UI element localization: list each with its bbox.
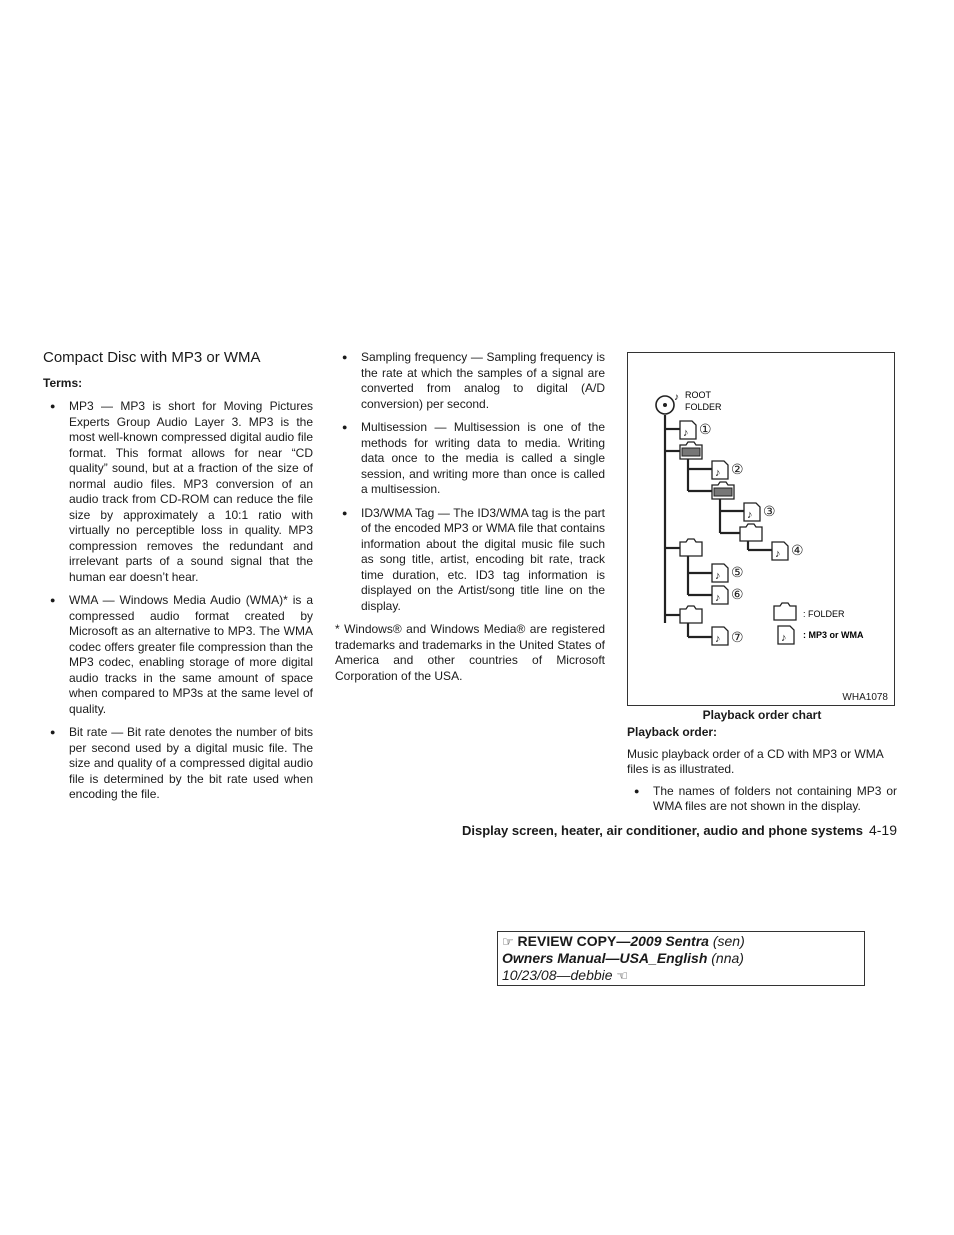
svg-text:♪: ♪	[715, 467, 721, 479]
track-number: ③	[763, 503, 776, 519]
list-item: ● Sampling frequency — Sampling frequency is the rate at which the samples of a signal are converted from analog to digital (A/D conversion) per second.	[335, 350, 605, 412]
svg-text:♪: ♪	[747, 509, 753, 521]
root-label-line2: FOLDER	[685, 402, 722, 412]
list-item: ● Bit rate — Bit rate denotes the number of bits per second used by a digital music file. The size and quality of a compressed digital audio file is determined by the bit rate used when encoding the file.	[43, 725, 313, 803]
track-number: ②	[731, 461, 744, 477]
figure-caption: Playback order chart	[702, 708, 822, 722]
track-number: ⑦	[731, 629, 744, 645]
playback-order-list	[627, 784, 897, 815]
playback-order-section	[627, 725, 897, 823]
root-label-line1: ROOT	[685, 390, 711, 400]
page-number: 4-19	[868, 822, 897, 838]
pointing-hand-left-icon: ☜	[616, 968, 629, 983]
folder-tree-diagram	[628, 353, 894, 705]
svg-text:♪: ♪	[683, 427, 689, 439]
list-item: ● Multisession — Multisession is one of the methods for writing data to media. Writing data once to the media is called a single session, and writing more than once is called a multisession.	[335, 420, 605, 498]
legend-folder-icon	[774, 603, 796, 620]
track-number: ⑤	[731, 564, 744, 580]
folder-icon	[680, 606, 702, 623]
svg-text:♪: ♪	[781, 632, 787, 644]
terms-col2	[335, 350, 605, 684]
footer-section-title: Display screen, heater, air conditioner, audio and phone systems	[462, 823, 863, 838]
terms-list-col1	[43, 399, 313, 811]
playback-order-text: Music playback order of a CD with MP3 or WMA files is as illustrated.	[627, 746, 884, 776]
track-number: ①	[699, 421, 712, 437]
section-title: Compact Disc with MP3 or WMA	[43, 349, 261, 366]
track-number: ④	[791, 542, 804, 558]
svg-text:♪: ♪	[775, 548, 781, 560]
svg-text:♪: ♪	[715, 592, 721, 604]
terms-list-col2	[335, 350, 605, 614]
legend-folder-label: : FOLDER	[803, 609, 845, 619]
review-line-3	[502, 967, 860, 984]
list-item: ● ID3/WMA Tag — The ID3/WMA tag is the part of the encoded MP3 or WMA file that contains information about the digital music file such as song title, artist, encoding bit rate, track time duration, etc. ID3 tag information is displayed on the Artist/song title line on the display.	[335, 506, 605, 615]
trademark-note: * Windows® and Windows Media® are registered trademarks and trademarks in the United States of America and other countries of Microsoft Corporation of the USA.	[335, 622, 605, 683]
list-item: ● The names of folders not containing MP3 or WMA files are not shown in the display.	[627, 784, 897, 815]
legend-file-label: : MP3 or WMA	[803, 630, 864, 640]
svg-text:♪: ♪	[715, 633, 721, 645]
playback-order-heading: Playback order:	[627, 725, 718, 739]
page-footer	[0, 822, 897, 838]
cd-icon	[656, 392, 679, 414]
figure-code: WHA1078	[842, 692, 888, 703]
track-number: ⑥	[731, 586, 744, 602]
svg-text:♪: ♪	[674, 392, 679, 403]
review-model-code: (sen)	[712, 933, 745, 949]
folder-icon	[680, 539, 702, 556]
playback-order-figure	[627, 352, 895, 706]
terms-heading: Terms:	[43, 376, 83, 390]
review-manual: Owners Manual—USA_English	[502, 950, 708, 966]
review-copy-box	[497, 931, 865, 986]
review-line-2	[502, 950, 860, 967]
list-item: ● WMA — Windows Media Audio (WMA)* is a compressed audio format created by Microsoft as an alternative to MP3. The WMA codec offers greater file compression than the MP3 codec, enabling storage of more digital audio tracks in the same amount of space when compared to MP3s at the same level of quality.	[43, 593, 313, 717]
review-model: 2009 Sentra	[630, 933, 709, 949]
review-line-1	[502, 933, 860, 950]
review-date: 10/23/08—debbie	[502, 967, 613, 983]
folder-icon	[740, 524, 762, 541]
list-item: ● MP3 — MP3 is short for Moving Pictures Experts Group Audio Layer 3. MP3 is the most well-known compressed digital audio file format. This format allows for near “CD quality” sound, but at a fraction of the size of normal audio files. MP3 conversion of an audio track from CD-ROM can reduce the file size by approximately a 10:1 ratio with virtually no perceptible loss in quality. MP3 compression removes the redundant and irrelevant parts of a sound signal that the human ear doesn’t hear.	[43, 399, 313, 585]
review-manual-code: (nna)	[711, 950, 744, 966]
svg-text:♪: ♪	[715, 570, 721, 582]
pointing-hand-right-icon: ☞	[502, 934, 514, 949]
review-label: REVIEW COPY—	[517, 933, 631, 949]
